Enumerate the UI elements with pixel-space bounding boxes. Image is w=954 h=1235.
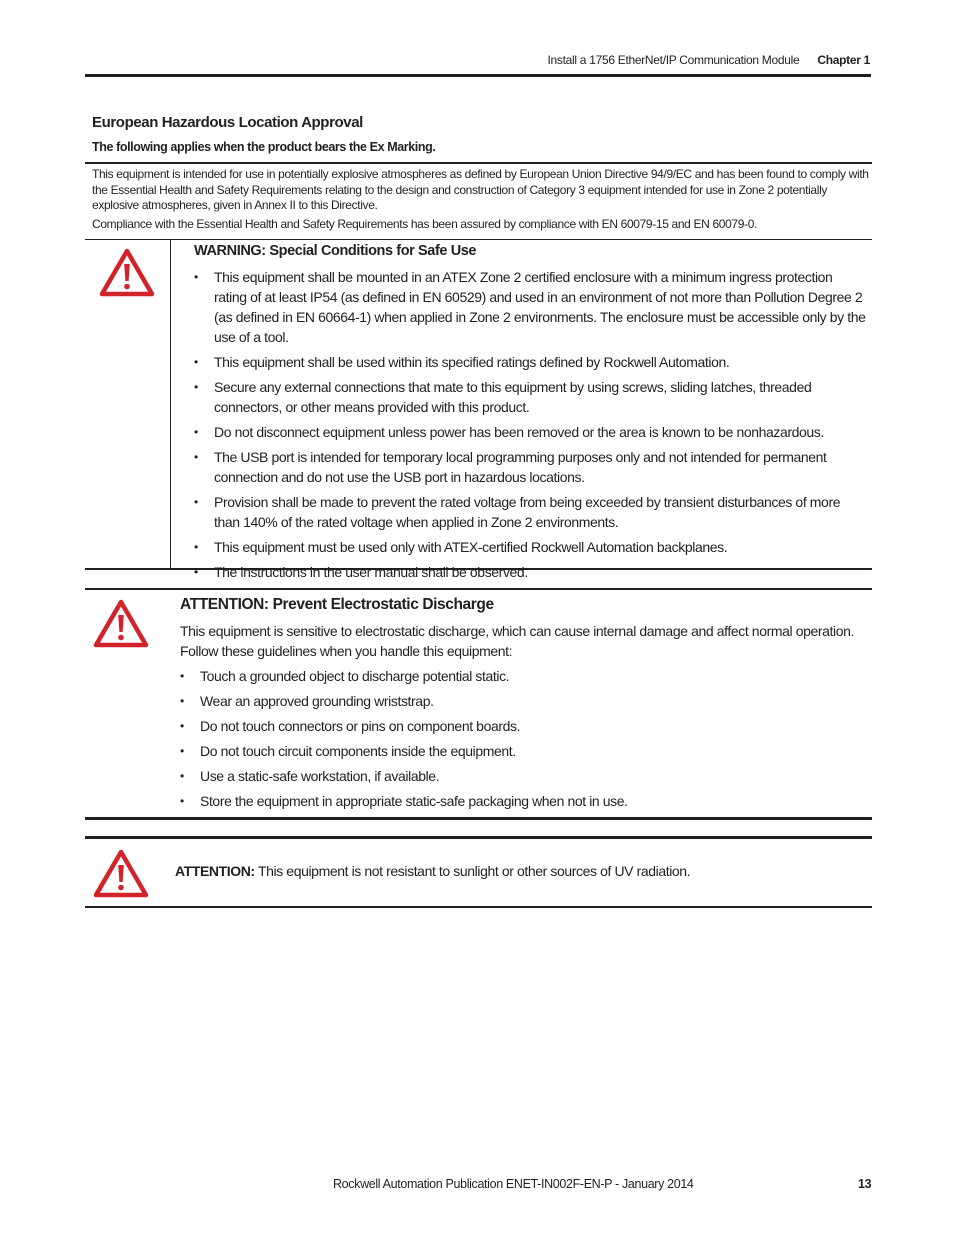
list-item: • Provision shall be made to prevent the rated voltage from being exceeded by transient disturbances of more than 140% of the rated voltage when applied in Zone 2 environments. [194,492,866,532]
intro-paragraph: This equipment is intended for use in potentially explosive atmospheres as defined by European Union Directive 94/9/EC and has been found to comply with the Essential Health and Safety Requirements relating to the design and construction of Category 3 equipment intended for use in Zone 2 potentially explosive atmospheres, given in Annex II to this Directive. [92,167,869,212]
esd-title: ATTENTION: Prevent Electrostatic Discharge [180,596,494,613]
uv-box-bottom-rule [85,906,872,908]
list-item: • Do not touch connectors or pins on component boards. [180,716,866,736]
footer-publication: Rockwell Automation Publication ENET-IN002F-EN-P - January 2014 [333,1177,694,1191]
list-item: • Secure any external connections that mate to this equipment by using screws, sliding latches, threaded connectors, or other means provided with this product. [194,377,866,417]
page-number: 13 [858,1177,872,1191]
list-item: • The USB port is intended for temporary local programming purposes only and not intended for permanent connection and do not use the USB port in hazardous locations. [194,447,866,487]
list-item: • Wear an approved grounding wriststrap. [180,691,866,711]
header-chapter: Chapter 1 [817,53,870,67]
uv-box-top-rule [85,836,872,839]
list-item: • Do not disconnect equipment unless power has been removed or the area is known to be nonhazardous. [194,422,866,442]
list-item: • Use a static-safe workstation, if available. [180,766,866,786]
section-subtitle: The following applies when the product bears the Ex Marking. [92,140,436,154]
compliance-paragraph: Compliance with the Essential Health and Safety Requirements has been assured by compliance with EN 60079-15 and EN 60079-0. [92,217,758,231]
section-rule [85,162,872,164]
uv-attention-text: This equipment is not resistant to sunlight or other sources of UV radiation. [254,863,691,879]
warning-triangle-icon [93,599,149,649]
header-section-title: Install a 1756 EtherNet/IP Communication Module [547,53,800,67]
esd-body [180,621,866,816]
warning-box-top-rule [85,239,872,240]
list-item: • Touch a grounded object to discharge potential static. [180,666,866,686]
list-item: • This equipment shall be mounted in an ATEX Zone 2 certified enclosure with a minimum ingress protection rating of at least IP54 (as defined in EN 60529) and used in an environment of not more than Pollution Degree 2 (as defined in EN 60664-1) when applied in Zone 2 environments. The enclosure must be accessible only by the use of a tool. [194,267,866,347]
section-title: European Hazardous Location Approval [92,114,363,131]
list-item: • This equipment must be used only with ATEX-certified Rockwell Automation backplanes. [194,537,866,557]
warning-list-container [194,267,866,587]
running-header [0,53,870,67]
esd-box-top-rule [85,588,872,590]
list-item: • This equipment shall be used within its specified ratings defined by Rockwell Automation. [194,352,866,372]
list-item: • Store the equipment in appropriate static-safe packaging when not in use. [180,791,866,811]
warning-triangle-icon [99,248,155,298]
uv-attention [175,861,865,881]
warning-list [194,267,866,582]
uv-attention-label: ATTENTION: [175,863,255,879]
esd-box-bottom-rule [85,817,872,820]
warning-box-divider [170,240,171,569]
header-rule [85,74,871,77]
esd-intro: This equipment is sensitive to electrostatic discharge, which can cause internal damage and affect normal operation. Follow these guidelines when you handle this equipment: [180,623,854,659]
warning-triangle-icon [93,849,149,899]
warning-title: WARNING: Special Conditions for Safe Use [194,243,477,259]
list-item: • Do not touch circuit components inside the equipment. [180,741,866,761]
esd-list [180,666,866,811]
list-item: • The instructions in the user manual shall be observed. [194,562,866,582]
